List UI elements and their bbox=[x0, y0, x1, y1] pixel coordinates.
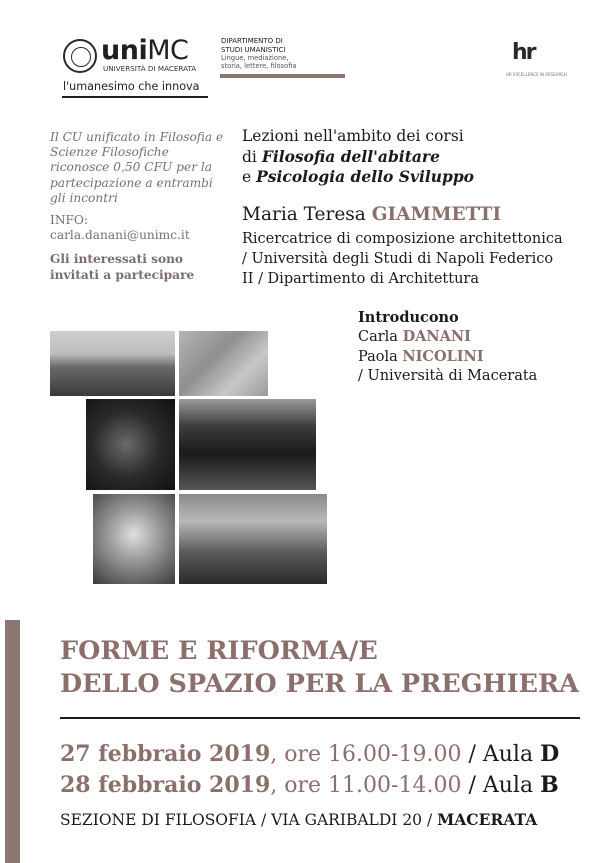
invite-text: Gli interessati sono invitati a partecipare bbox=[50, 252, 195, 282]
introducer-1: Carla DANANI bbox=[358, 328, 471, 345]
date-line-2: 28 febbraio 2019, ore 11.00-14.00 / Aula B bbox=[60, 772, 559, 798]
course-2: Psicologia dello Sviluppo bbox=[256, 167, 475, 186]
department-subtitle: Lingue, mediazione, storia, lettere, filosofia bbox=[221, 54, 297, 70]
hr-excellence-subtitle: HR EXCELLENCE IN RESEARCH bbox=[506, 72, 567, 77]
venue-address: SEZIONE DI FILOSOFIA / VIA GARIBALDI 20 / MACERATA bbox=[60, 810, 538, 829]
photo-orthodox-men bbox=[179, 399, 316, 490]
left-info-column bbox=[50, 130, 230, 283]
date-line-1: 27 febbraio 2019, ore 16.00-19.00 / Aula D bbox=[60, 741, 560, 767]
info-block bbox=[50, 213, 230, 243]
course-1: Filosofia dell'abitare bbox=[261, 146, 440, 166]
motto: l'umanesimo che innova bbox=[63, 80, 200, 93]
photo-outdoor-prayer bbox=[50, 331, 175, 396]
speaker-name: Maria Teresa GIAMMETTI bbox=[242, 204, 502, 225]
university-seal-icon bbox=[63, 39, 97, 73]
accent-bar bbox=[5, 620, 20, 863]
info-label: INFO: bbox=[50, 213, 89, 228]
department-title: DIPARTIMENTO DI STUDI UMANISTICI bbox=[221, 37, 286, 54]
title-divider bbox=[60, 717, 580, 719]
hr-excellence-logo: hr bbox=[512, 40, 535, 65]
photo-man-reading bbox=[86, 399, 175, 490]
lessons-block: Lezioni nell'ambito dei corsi di Filosofia dell'abitare e Psicologia dello Sviluppo bbox=[242, 127, 475, 186]
speaker-role: Ricercatrice di composizione architettonica / Università degli Studi di Napoli Federico II / Dipartimento di Architettura bbox=[242, 231, 563, 287]
introducers-heading: Introducono bbox=[358, 309, 459, 326]
unimc-logo: uniMC bbox=[101, 35, 189, 66]
cfu-note: Il CU unificato in Filosofia e Scienze Filosofiche riconosce 0,50 CFU per la partecipazione a entrambi gli incontri bbox=[50, 130, 224, 205]
introducers-block bbox=[358, 308, 537, 386]
info-email[interactable]: carla.danani@unimc.it bbox=[50, 228, 190, 243]
lessons-intro: Lezioni nell'ambito dei corsi bbox=[242, 127, 464, 145]
introducer-2: Paola NICOLINI bbox=[358, 348, 484, 365]
event-title: FORME E RIFORMA/E DELLO SPAZIO PER LA PREGHIERA bbox=[60, 636, 579, 699]
unimc-logo-subtitle: UNIVERSITÀ DI MACERATA bbox=[103, 64, 197, 73]
motto-underline bbox=[62, 96, 208, 98]
photo-portrait bbox=[93, 494, 175, 584]
department-rule bbox=[220, 74, 345, 78]
photo-church-interior bbox=[179, 494, 327, 584]
photo-ruins bbox=[179, 331, 268, 396]
introducers-affiliation: / Università di Macerata bbox=[358, 368, 538, 384]
